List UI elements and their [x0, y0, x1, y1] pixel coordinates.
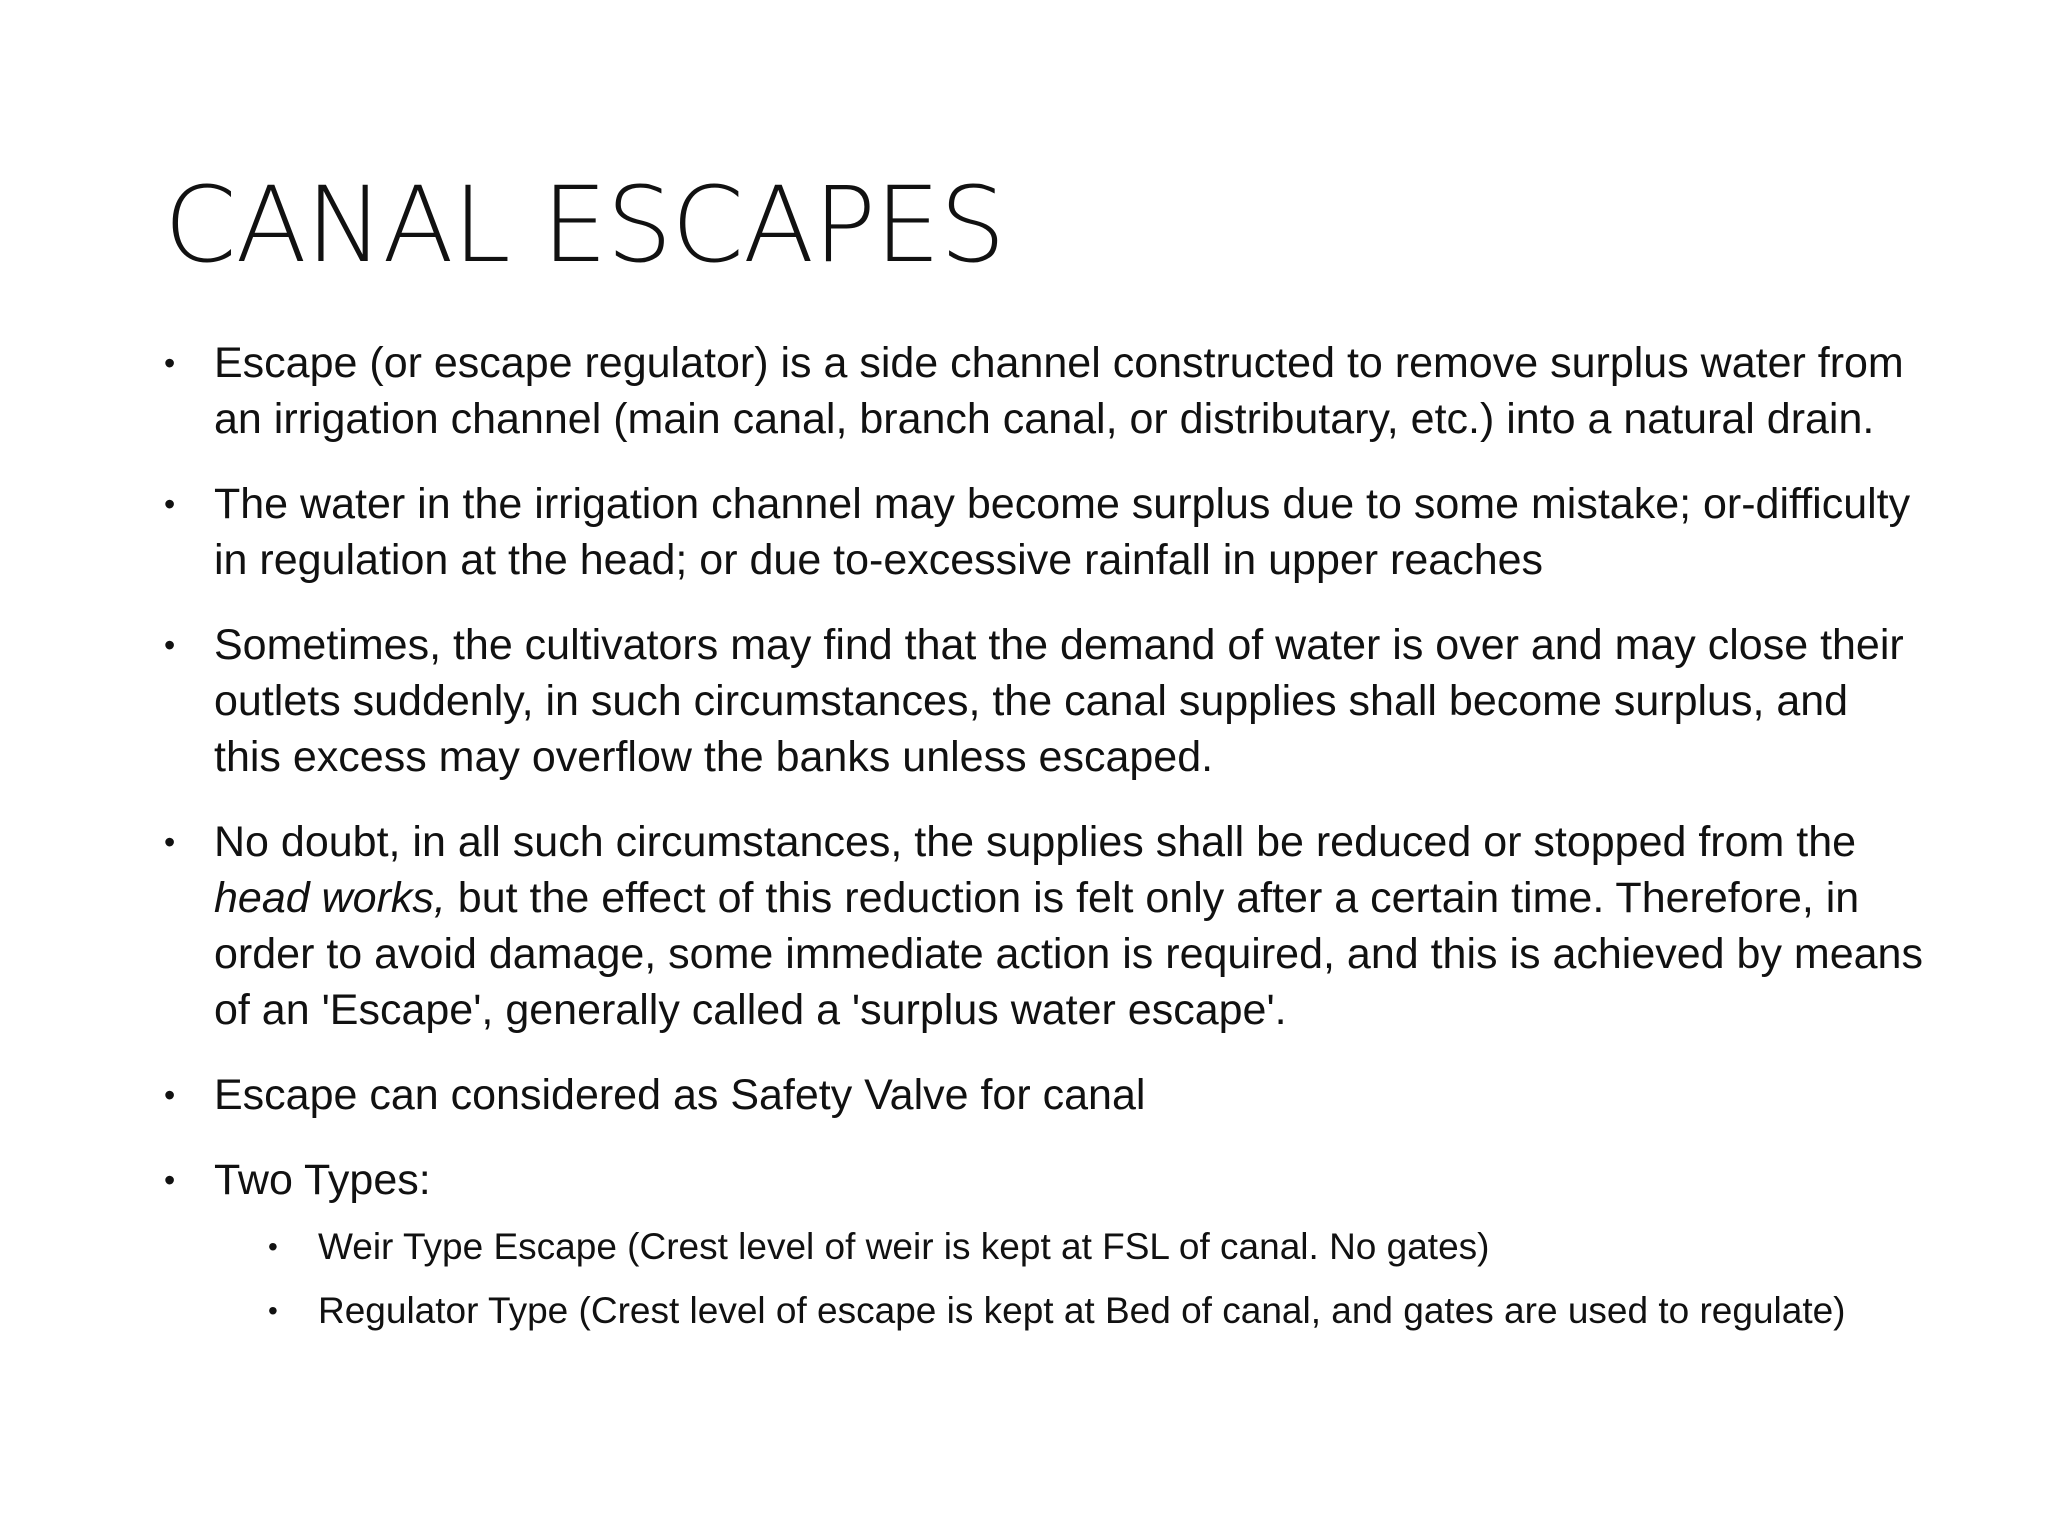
bullet-item: [164, 335, 1924, 447]
slide-title: CANAL ESCAPES: [164, 164, 1005, 286]
sub-bullet-item: [268, 1222, 1924, 1271]
bullet-text: Escape can considered as Safety Valve for canal: [214, 1071, 1146, 1119]
bullet-list: [164, 335, 1924, 1335]
bullet-dot-icon: •: [164, 627, 176, 663]
bullet-text: Sometimes, the cultivators may find that the demand of water is over and may close their outlets suddenly, in such circumstances, the canal supplies shall become surplus, and this excess may overflow the banks unless escaped.: [214, 621, 1904, 781]
bullet-item: [164, 476, 1924, 588]
bullet-text-part: but the effect of this reduction is felt only after a certain time. Therefore, in order to avoid damage, some immediate action is required, and this is achieved by means of an 'Escape', generally called a 'surplus water escape'.: [214, 874, 1923, 1034]
bullet-text: [214, 818, 1923, 1034]
slide-body: [164, 335, 1924, 1364]
sub-bullet-list: [214, 1222, 1924, 1335]
bullet-text: Escape (or escape regulator) is a side channel constructed to remove surplus water from an irrigation channel (main canal, branch canal, or distributary, etc.) into a natural drain.: [214, 339, 1904, 443]
bullet-dot-icon: •: [268, 1231, 278, 1262]
bullet-dot-icon: •: [268, 1295, 278, 1326]
bullet-item: [164, 814, 1924, 1038]
bullet-dot-icon: •: [164, 1162, 176, 1198]
bullet-text: The water in the irrigation channel may become surplus due to some mistake; or-difficulty in regulation at the head; or due to-excessive rainfall in upper reaches: [214, 480, 1911, 584]
bullet-item: [164, 1152, 1924, 1335]
sub-bullet-text: Regulator Type (Crest level of escape is kept at Bed of canal, and gates are used to regulate): [318, 1290, 1846, 1331]
emphasis-text: head works,: [214, 874, 446, 922]
bullet-item: [164, 1067, 1924, 1123]
bullet-text: Two Types:: [214, 1156, 431, 1204]
sub-bullet-text: Weir Type Escape (Crest level of weir is kept at FSL of canal. No gates): [318, 1226, 1490, 1267]
sub-bullet-item: [268, 1286, 1924, 1335]
bullet-dot-icon: •: [164, 486, 176, 522]
bullet-dot-icon: •: [164, 1077, 176, 1113]
bullet-text-part: No doubt, in all such circumstances, the supplies shall be reduced or stopped from the: [214, 818, 1857, 866]
bullet-dot-icon: •: [164, 824, 176, 860]
bullet-dot-icon: •: [164, 345, 176, 381]
bullet-item: [164, 617, 1924, 785]
